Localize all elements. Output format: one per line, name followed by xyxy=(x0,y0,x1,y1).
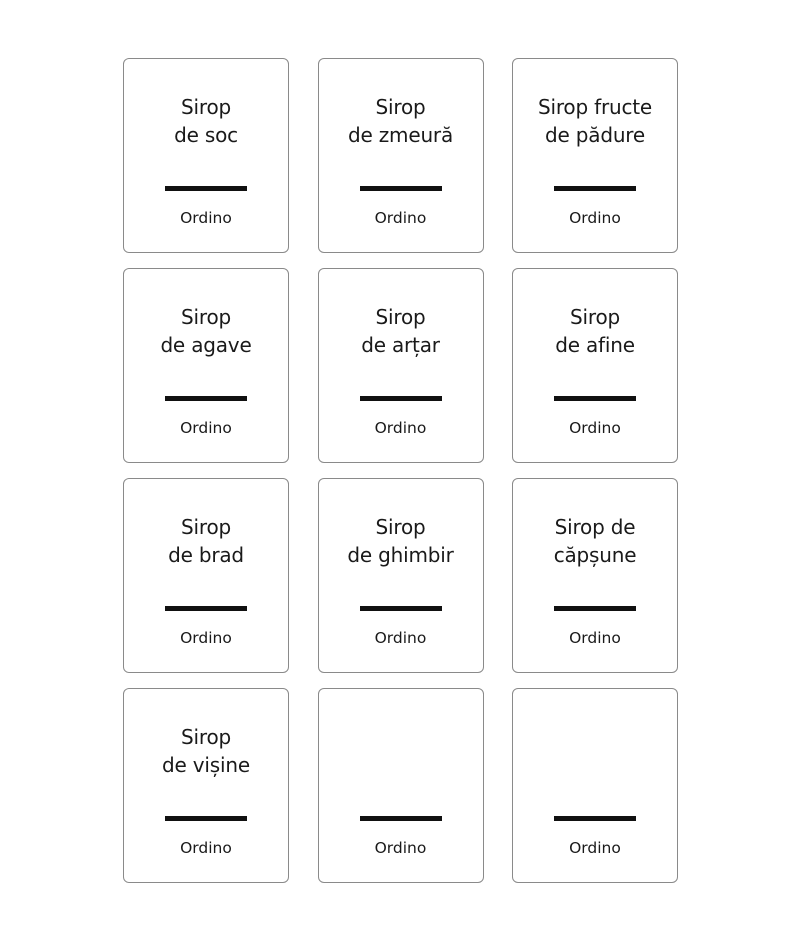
divider-bar xyxy=(165,606,247,611)
title-line-1: Sirop xyxy=(570,305,620,329)
title-line-1: Sirop xyxy=(375,305,426,329)
title-line-1: Sirop fructe xyxy=(537,95,652,119)
title-line-1: Sirop de xyxy=(554,515,636,539)
label-card xyxy=(318,478,484,673)
title-line-2: de arțar xyxy=(361,333,440,357)
divider-bar xyxy=(360,816,442,821)
title-line-2: de zmeură xyxy=(348,123,453,147)
label-card xyxy=(123,58,289,253)
label-title xyxy=(124,93,288,149)
label-card xyxy=(512,268,678,463)
brand-name: Ordino xyxy=(374,839,427,857)
divider-bar xyxy=(554,186,636,191)
title-line-2: de brad xyxy=(168,543,244,567)
title-line-2: de agave xyxy=(160,333,252,357)
label-card xyxy=(123,268,289,463)
label-card xyxy=(318,268,484,463)
divider-bar xyxy=(554,606,636,611)
divider-bar xyxy=(554,396,636,401)
label-card-blank xyxy=(512,688,678,883)
divider-bar xyxy=(360,396,442,401)
divider-bar xyxy=(165,816,247,821)
brand-name: Ordino xyxy=(180,209,232,227)
label-title xyxy=(319,303,483,359)
brand-name: Ordino xyxy=(569,629,621,647)
brand-name: Ordino xyxy=(374,419,427,437)
brand-name: Ordino xyxy=(569,209,621,227)
title-line-2: de ghimbir xyxy=(347,543,454,567)
title-line-1: Sirop xyxy=(375,95,426,119)
divider-bar xyxy=(554,816,636,821)
title-line-1: Sirop xyxy=(375,515,426,539)
title-line-1: Sirop xyxy=(181,515,231,539)
brand-name: Ordino xyxy=(180,629,232,647)
brand-name: Ordino xyxy=(569,839,621,857)
label-title xyxy=(513,303,677,359)
label-card xyxy=(512,58,678,253)
label-card xyxy=(123,478,289,673)
title-line-2: căpșune xyxy=(553,543,637,567)
title-line-1: Sirop xyxy=(181,725,231,749)
brand-name: Ordino xyxy=(569,419,621,437)
label-card xyxy=(512,478,678,673)
label-title xyxy=(124,303,288,359)
label-title xyxy=(319,513,483,569)
label-card xyxy=(318,58,484,253)
label-card xyxy=(123,688,289,883)
divider-bar xyxy=(360,186,442,191)
divider-bar xyxy=(360,606,442,611)
title-line-1: Sirop xyxy=(181,95,231,119)
label-title xyxy=(319,93,483,149)
title-line-2: de pădure xyxy=(545,123,645,147)
brand-name: Ordino xyxy=(374,629,427,647)
brand-name: Ordino xyxy=(180,419,232,437)
label-title xyxy=(124,513,288,569)
divider-bar xyxy=(165,186,247,191)
brand-name: Ordino xyxy=(180,839,232,857)
label-title xyxy=(513,513,677,569)
label-card-blank xyxy=(318,688,484,883)
label-grid xyxy=(123,58,678,883)
title-line-2: de vișine xyxy=(162,753,250,777)
divider-bar xyxy=(165,396,247,401)
brand-name: Ordino xyxy=(374,209,427,227)
label-title xyxy=(124,723,288,779)
label-title xyxy=(513,93,677,149)
title-line-2: de afine xyxy=(555,333,635,357)
title-line-1: Sirop xyxy=(181,305,231,329)
title-line-2: de soc xyxy=(174,123,238,147)
